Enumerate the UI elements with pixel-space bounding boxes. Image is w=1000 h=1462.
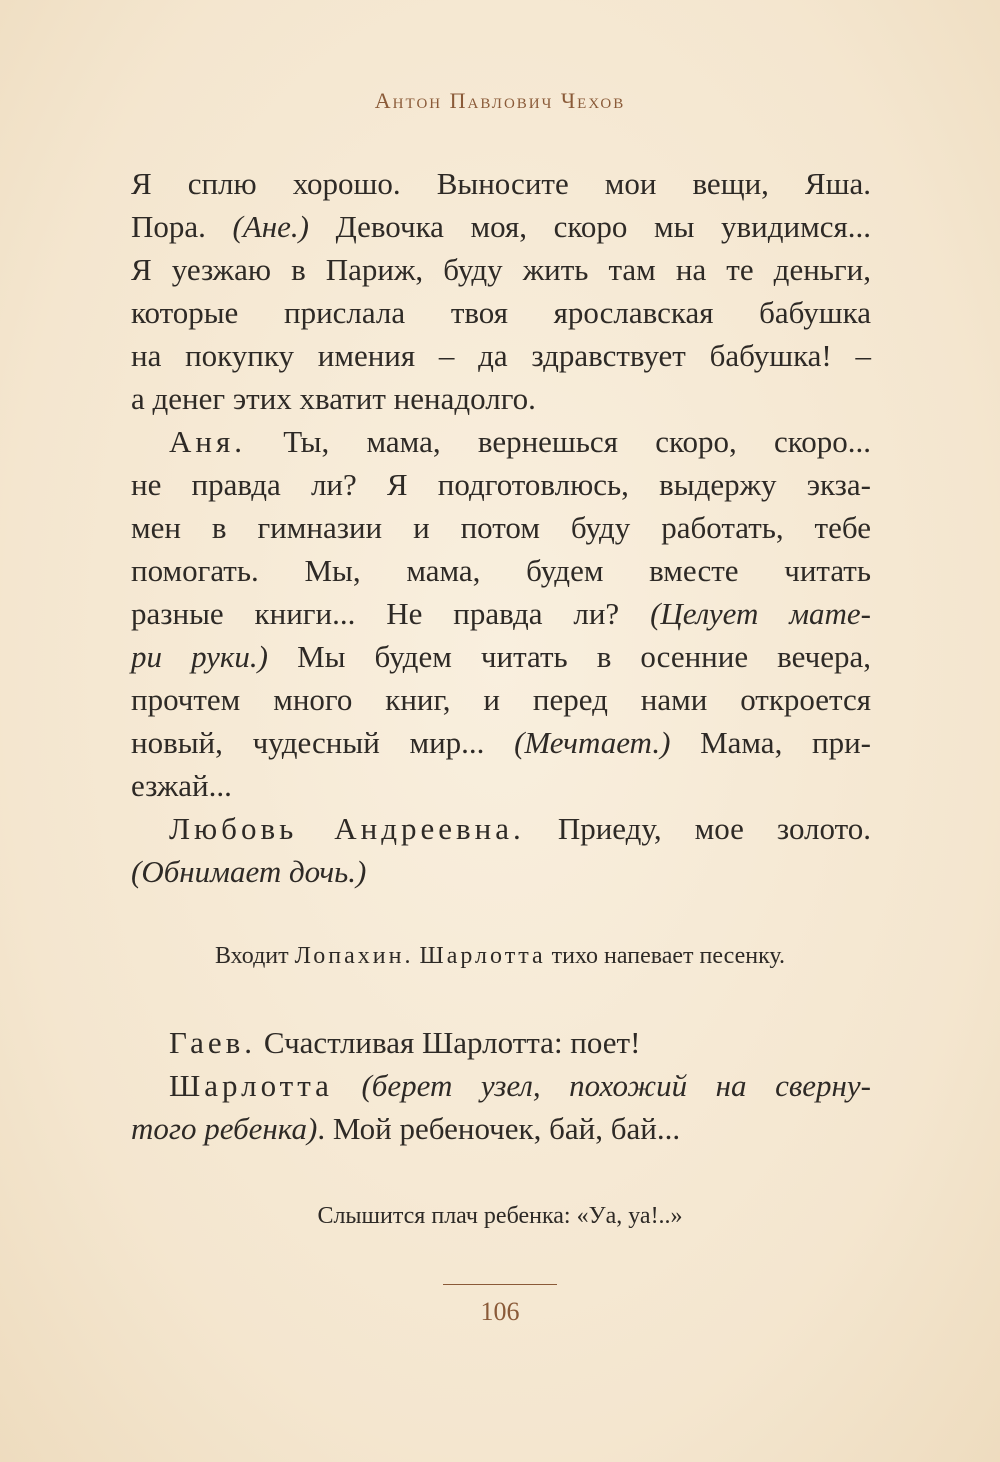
stage-direction: (берет узел, похожий на сверну-: [361, 1068, 871, 1103]
speaker-name: Любовь Андреевна.: [169, 811, 525, 846]
stage-direction: ри руки.): [131, 639, 268, 674]
stage-direction: (Мечтает.): [514, 725, 671, 760]
text-line: [131, 635, 871, 678]
text-run: . Мой ребеночек, бай, бай...: [317, 1111, 681, 1146]
body-text-lower: [131, 1021, 871, 1150]
stage-direction: (Ане.): [232, 209, 309, 244]
text-line: Я уезжаю в Париж, буду жить там на те деньги,: [131, 252, 871, 287]
text-line: [131, 807, 871, 850]
paragraph-ranevskaya: [131, 162, 871, 420]
text-line: Я сплю хорошо. Выносите мои вещи, Яша.: [131, 166, 871, 201]
text-line: а денег этих хватит ненадолго.: [131, 381, 536, 416]
speaker-name: Шарлотта: [169, 1068, 333, 1103]
stage-direction: (Целует мате-: [650, 596, 871, 631]
paragraph-charlotta: [131, 1064, 871, 1150]
character-name: Шарлотта: [419, 943, 546, 969]
text-line: [131, 592, 871, 635]
text-line: [131, 1107, 871, 1150]
body-text: [131, 162, 871, 893]
text-line: [131, 205, 871, 248]
stage-direction-crying: Слышится плач ребенка: «Уа, уа!..»: [317, 1203, 683, 1229]
speaker-name: Аня.: [169, 424, 246, 459]
text-run: [333, 1068, 362, 1103]
text-line: помогать. Мы, мама, будем вместе читать: [131, 553, 871, 588]
text-line: [131, 1021, 871, 1064]
text-run: Пора.: [131, 209, 233, 244]
text-line: которые прислала твоя ярославская бабушка: [131, 295, 871, 330]
text-line: [131, 721, 871, 764]
text-run: Мама, при-: [670, 725, 871, 760]
text-run: Девочка моя, скоро мы увидимся...: [308, 209, 871, 244]
page-number: 106: [480, 1297, 520, 1326]
text-run: тихо напевает песенку.: [545, 943, 785, 969]
stage-direction-entrance: [0, 943, 1000, 970]
running-header: Антон Павлович Чехов: [374, 88, 626, 113]
stage-direction: (Обнимает дочь.): [131, 854, 367, 889]
text-line: езжай...: [131, 768, 232, 803]
text-run: новый, чудесный мир...: [131, 725, 515, 760]
text-line: на покупку имения – да здравствует бабушка! –: [131, 338, 871, 373]
stage-direction: того ребенка): [131, 1111, 318, 1146]
paragraph-anya: [131, 420, 871, 807]
footer-rule: [443, 1284, 557, 1285]
text-run: Ты, мама, вернешься скоро, скоро...: [246, 424, 871, 459]
paragraph-lyubov: [131, 807, 871, 893]
text-line: [131, 1064, 871, 1107]
text-line: не правда ли? Я подготовлюсь, выдержу экза-: [131, 467, 871, 502]
paragraph-gaev: [131, 1021, 871, 1064]
character-name: Лопахин.: [294, 943, 414, 969]
text-line: мен в гимназии и потом буду работать, тебе: [131, 510, 871, 545]
text-line: прочтем много книг, и перед нами откроется: [131, 682, 871, 717]
text-run: Мы будем читать в осенние вечера,: [268, 639, 871, 674]
text-run: разные книги... Не правда ли?: [131, 596, 651, 631]
text-run: Входит: [214, 943, 295, 969]
text-line: [131, 420, 871, 463]
text-run: Счастливая Шарлотта: поет!: [256, 1025, 641, 1060]
text-run: Приеду, мое золото.: [524, 811, 871, 846]
speaker-name: Гаев.: [169, 1025, 257, 1060]
